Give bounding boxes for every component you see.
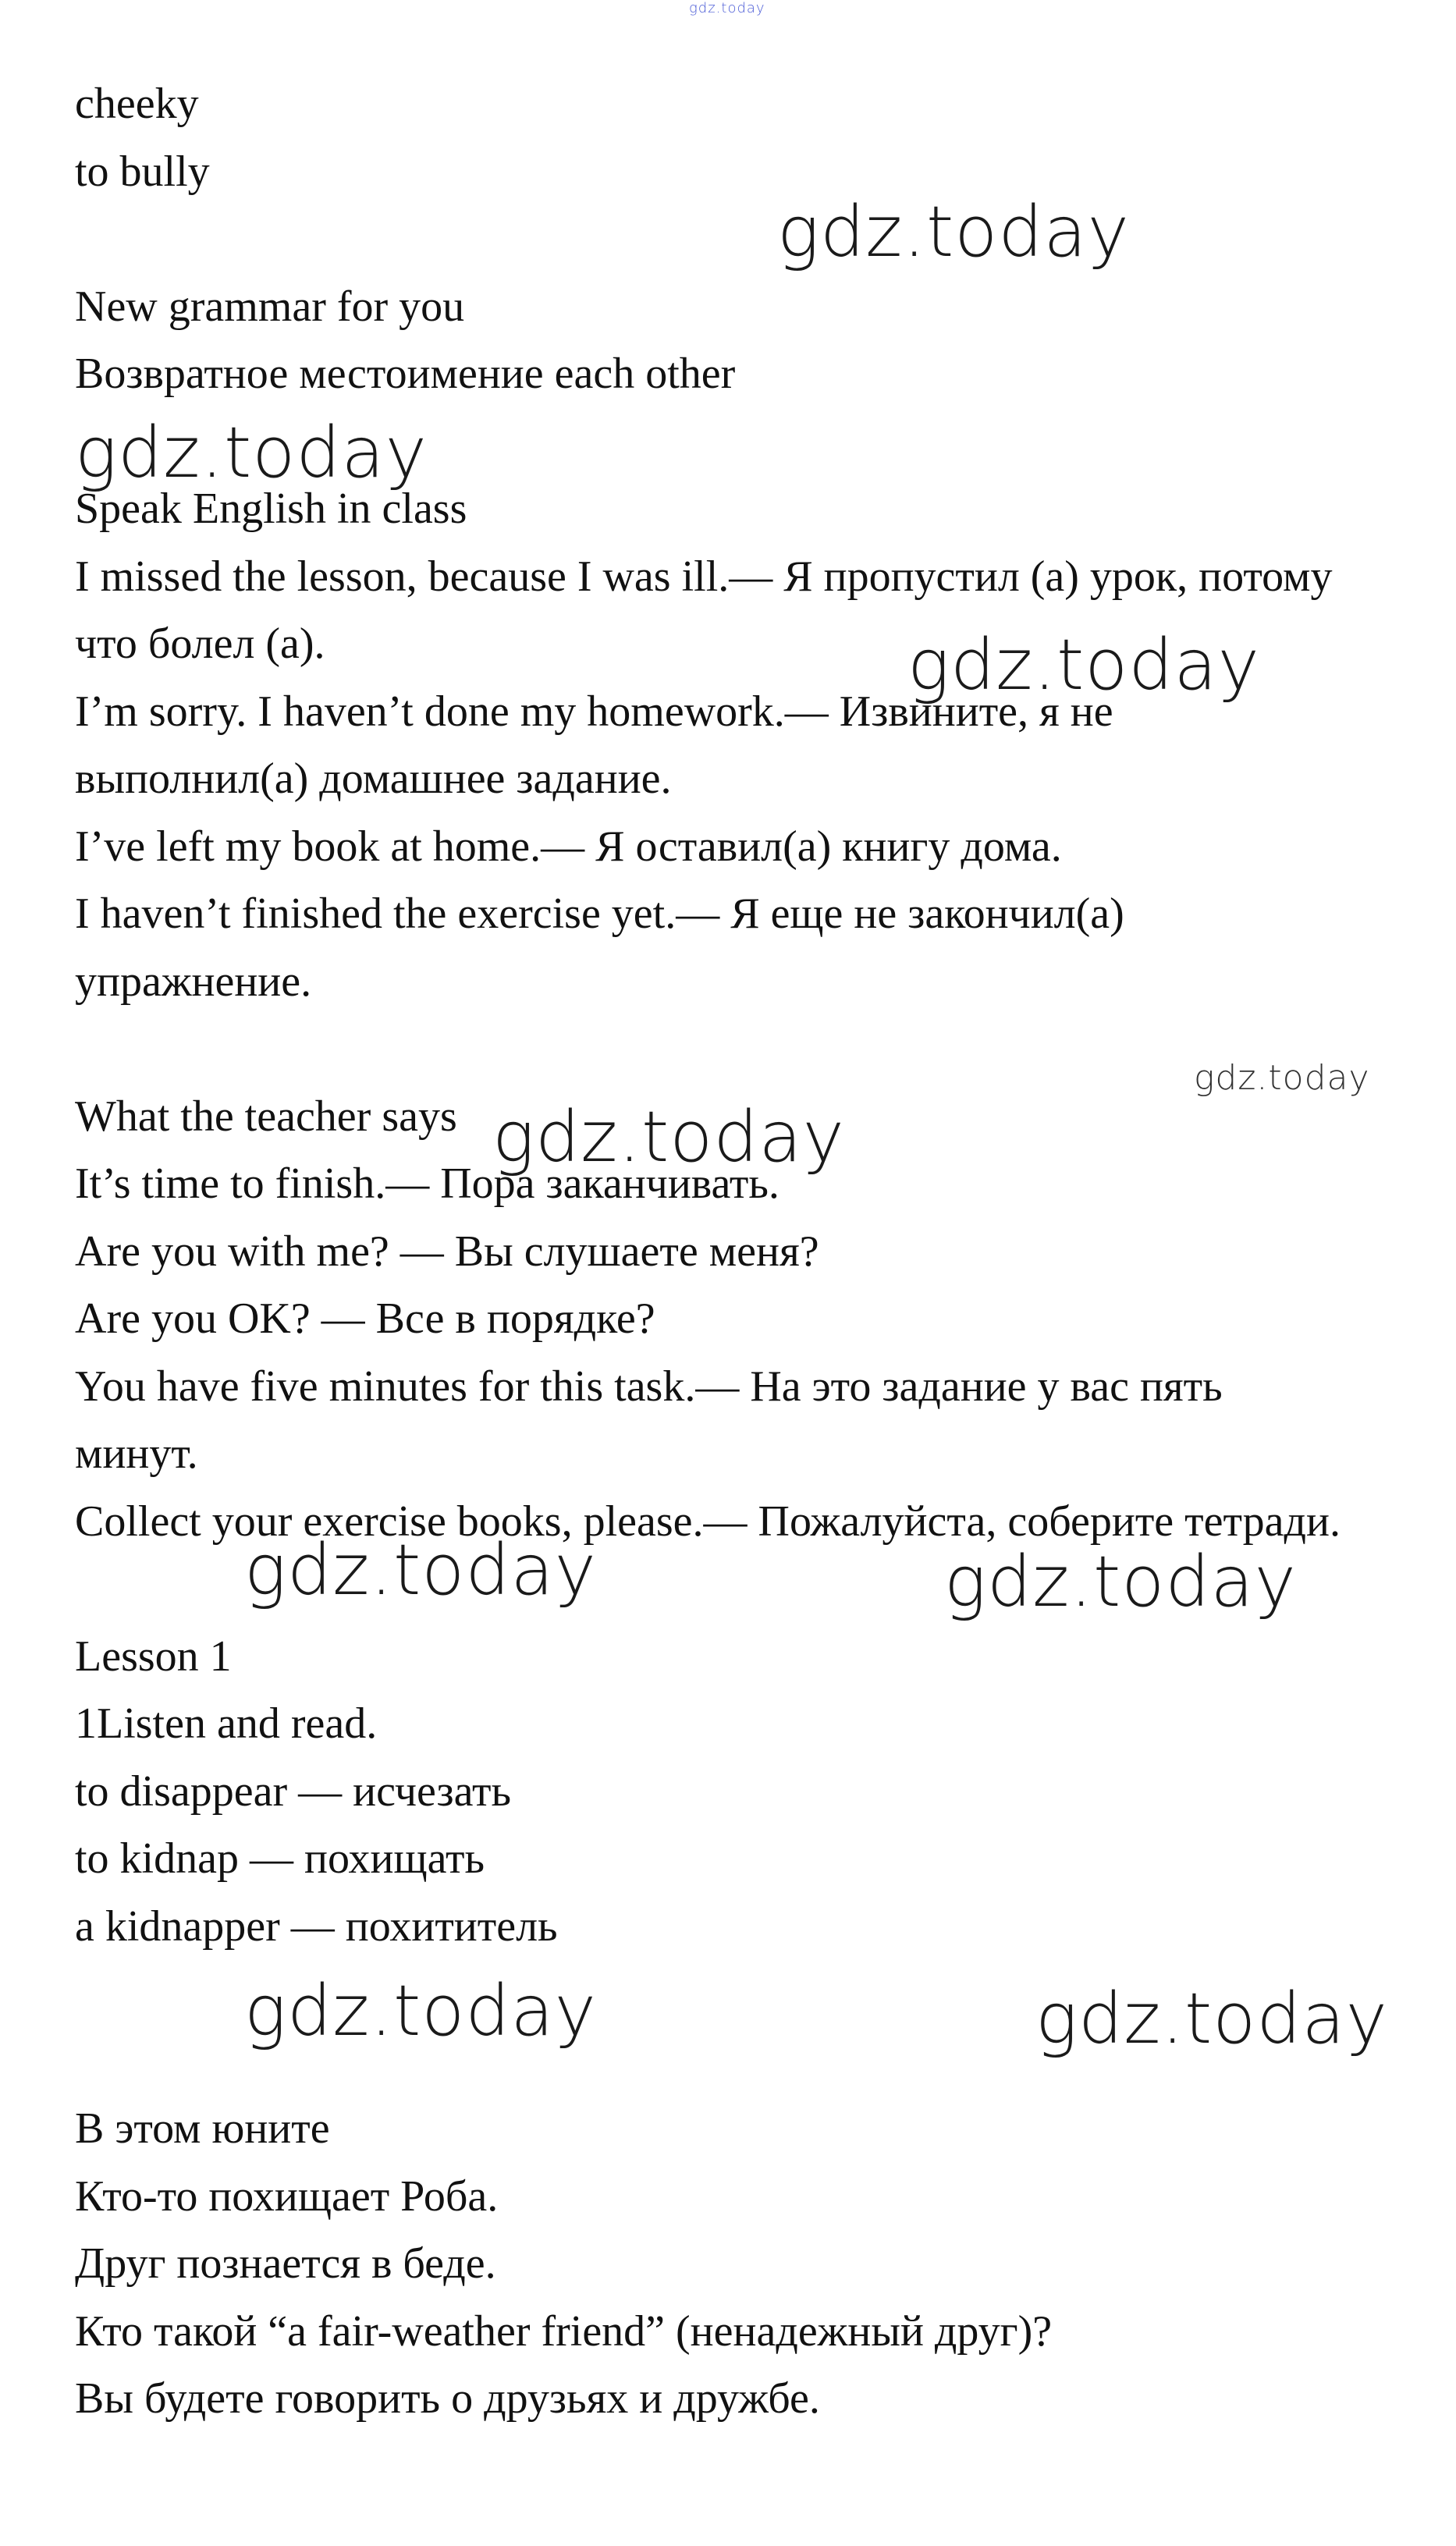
- watermark: gdz.today: [1194, 1058, 1370, 1098]
- unit-intro-line: Вы будете говорить о друзьях и дружбе.: [75, 2374, 820, 2423]
- speak-english-heading: Speak English in class: [75, 485, 467, 533]
- watermark: gdz.today: [1035, 1978, 1388, 2060]
- teacher-says-line: Are you with me? — Вы слушаете меня?: [75, 1227, 819, 1276]
- grammar-text: Возвратное местоимение each other: [75, 350, 736, 398]
- lesson-task: 1Listen and read.: [75, 1699, 378, 1748]
- watermark: gdz.today: [244, 1529, 597, 1611]
- watermark: gdz.today: [492, 1096, 845, 1178]
- watermark: gdz.today: [907, 624, 1260, 706]
- watermark: gdz.today: [777, 191, 1130, 273]
- teacher-says-line: Collect your exercise books, please.— Пожалуйста, соберите тетради.: [75, 1497, 1341, 1546]
- unit-intro-line: Друг познается в беде.: [75, 2239, 496, 2288]
- speak-english-line: I’m sorry. I haven’t done my homework.— Извините, я не: [75, 687, 1113, 736]
- watermark: gdz.today: [244, 1970, 597, 2052]
- unit-intro-heading: В этом юните: [75, 2104, 330, 2153]
- grammar-heading: New grammar for you: [75, 282, 465, 331]
- vocab-line: a kidnapper — похититель: [75, 1902, 558, 1951]
- lesson-heading: Lesson 1: [75, 1632, 232, 1681]
- speak-english-line: выполнил(а) домашнее задание.: [75, 755, 672, 803]
- header-watermark: gdz.today: [689, 0, 765, 16]
- speak-english-line: I missed the lesson, because I was ill.— Я пропустил (а) урок, потому: [75, 552, 1333, 601]
- speak-english-line: I haven’t finished the exercise yet.— Я еще не закончил(а): [75, 890, 1124, 938]
- spacer: [75, 205, 1401, 273]
- teacher-says-heading: What the teacher says: [75, 1092, 457, 1141]
- vocab-line: to kidnap — похищать: [75, 1834, 485, 1883]
- word-cheeky: cheeky: [75, 80, 199, 128]
- teacher-says-line: минут.: [75, 1429, 198, 1478]
- vocab-line: to disappear — исчезать: [75, 1767, 512, 1816]
- unit-intro-line: Кто-то похищает Роба.: [75, 2171, 499, 2221]
- teacher-says-line: You have five minutes for this task.— На это задание у вас пять: [75, 1362, 1223, 1411]
- watermark: gdz.today: [75, 412, 428, 494]
- watermark: gdz.today: [944, 1541, 1297, 1623]
- speak-english-line: I’ve left my book at home.— Я оставил(а) книгу дома.: [75, 822, 1062, 871]
- unit-intro-line: Кто такой “a fair-weather friend” (ненадежный друг)?: [75, 2306, 1053, 2356]
- word-to-bully: to bully: [75, 147, 210, 196]
- speak-english-line: упражнение.: [75, 957, 312, 1006]
- speak-english-line: что болел (а).: [75, 620, 325, 668]
- teacher-says-line: Are you OK? — Все в порядке?: [75, 1294, 655, 1343]
- teacher-says-line: It’s time to finish.— Пора заканчивать.: [75, 1159, 779, 1208]
